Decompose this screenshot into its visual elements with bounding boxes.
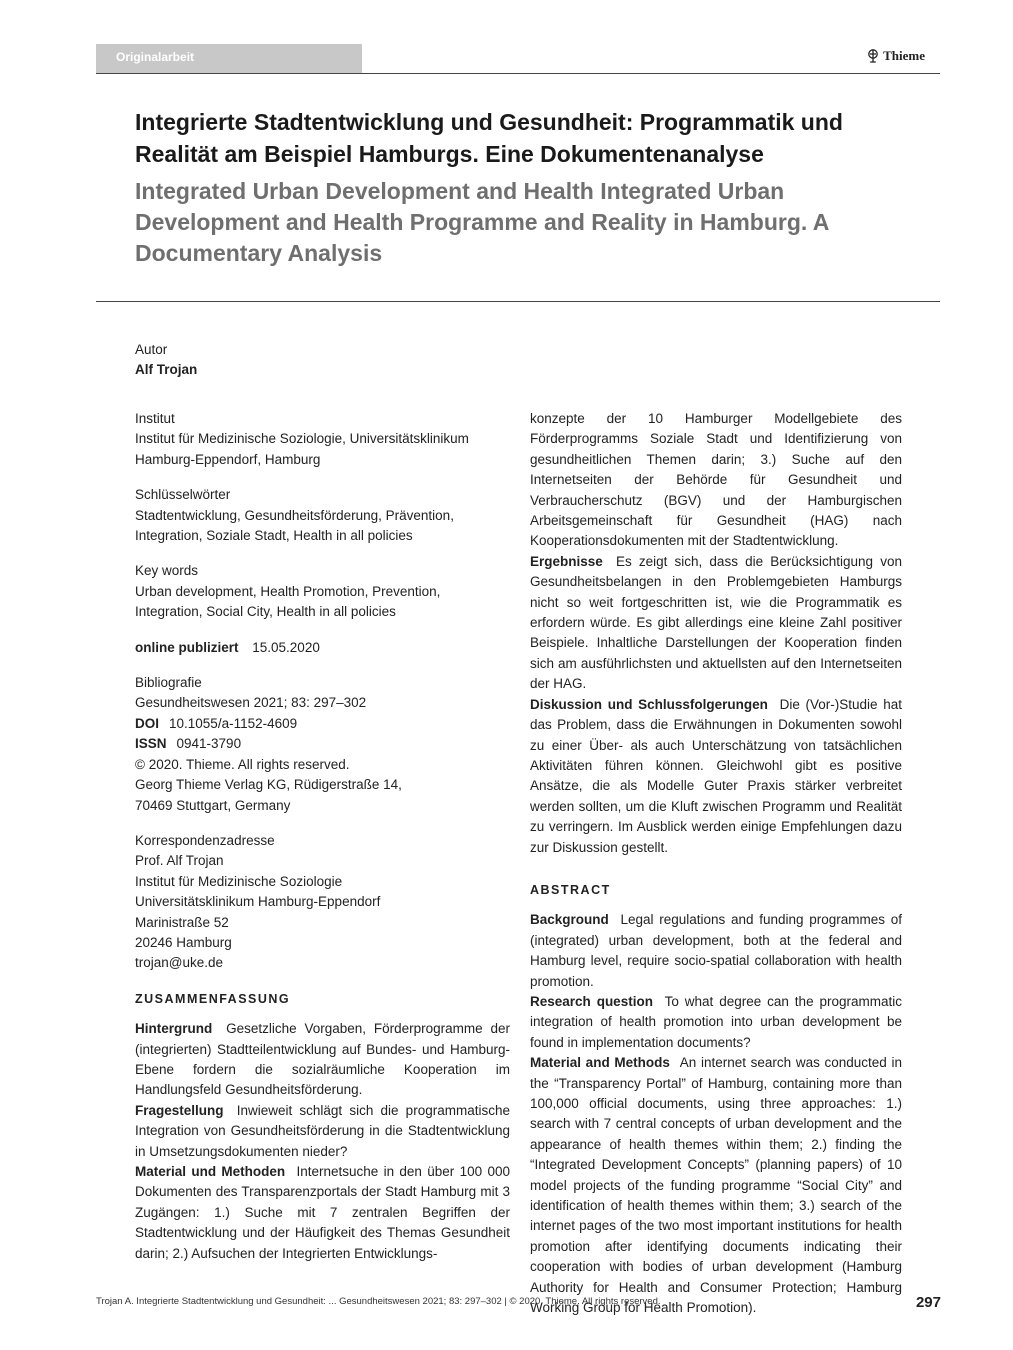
keywords-en-block — [135, 561, 510, 622]
question-label: Research question — [530, 993, 653, 1009]
thieme-emblem-icon — [867, 49, 879, 63]
fragestellung-label: Fragestellung — [135, 1102, 224, 1118]
zusammenfassung-heading: ZUSAMMENFASSUNG — [135, 991, 291, 1006]
correspondence-line: 20246 Hamburg — [135, 934, 232, 950]
correspondence-line: Prof. Alf Trojan — [135, 853, 224, 869]
bibliography-journal: Gesundheitswesen 2021; 83: 297–302 — [135, 695, 367, 711]
question-paragraph — [530, 992, 902, 1053]
diskussion-text: Die (Vor-)Studie hat das Problem, dass die Erwähnungen in Dokumenten sowohl zu einer Über- als auch Unterschätzung von tatsächlichen Aktivitäten führen können. Gleichwohl gibt es positive Ansätze, die als Modelle Guter Praxis stärker verbreitet werden sollten, um die Kluft zwischen Programm und Realität zu verringern. Im Ausblick werden einige Empfehlungen dazu zur Diskussion gestellt. — [530, 696, 902, 855]
question-text: To what degree can the programmatic integration of health promotion into urban development be found in implementation documents? — [530, 993, 903, 1050]
hintergrund-label: Hintergrund — [135, 1021, 213, 1037]
title-german: Integrierte Stadtentwicklung und Gesundheit: Programmatik und Realität am Beispiel Hamburgs. Eine Dokumentenanalyse — [135, 109, 843, 167]
diskussion-label: Diskussion und Schlussfolgerungen — [530, 696, 768, 712]
correspondence-line: Universitätsklinikum Hamburg-Eppendorf — [135, 894, 381, 910]
doi-label: DOI — [135, 715, 160, 731]
methods-text: An internet search was conducted in the “Transparency Portal” of Hamburg, containing more than 100,000 official documents, using three approaches: 1.) search with 7 central concepts of urban development and the appearance of health themes within them; 2.) finding the “Integrated Development Concepts” (planning papers) of 10 model projects of the funding programme “Social City” and identification of health themes within them; 3.) search of the internet pages of the two most important institutions for health promotion after identifying documents indicating their cooperation with bodies of urban development (Hamburg Authority for Health and Consumer Protection; Hamburg Working Group for Health Promotion). — [530, 1055, 902, 1316]
publisher-logo — [867, 48, 925, 64]
ergebnisse-text: Es zeigt sich, dass die Berücksichtigung von Gesundheitsbelangen in den Problemgebieten Hamburgs nicht so weit fortgeschritten ist, wie die Programmatik es erfordern würde. Es gibt allerdings eine kleine Zahl positiver Beispiele. Inhaltliche Darstellungen der Kooperation finden sich am ausführlichsten und aktuellsten auf den Internetseiten der HAG. — [530, 553, 902, 692]
hintergrund-paragraph — [135, 1019, 510, 1101]
category-banner — [96, 44, 362, 74]
background-text: Legal regulations and funding programmes of (integrated) urban development, both at the federal and Hamburg level, require socio-spatial collaboration with health promotion. — [530, 912, 902, 989]
issn-value: 0941-3790 — [176, 736, 242, 752]
ergebnisse-label: Ergebnisse — [530, 553, 603, 569]
correspondence-email[interactable]: trojan@uke.de — [135, 955, 224, 971]
institute-text: Institut für Medizinische Soziologie, Universitätsklinikum Hamburg-Eppendorf, Hamburg — [135, 431, 469, 467]
bibliography-label: Bibliografie — [135, 675, 202, 691]
material-text-left: Internetsuche in den über 100 000 Dokumenten des Transparenzportals der Stadt Hamburg mit 3 Zugängen: 1.) Suche mit 7 zentralen Begriffen der Stadtentwicklung und der Häufigkeit des Themas Gesundheit darin; 2.) Aufsuchen der Integrierten Entwicklungs- — [135, 1164, 510, 1261]
metadata-column — [135, 409, 510, 1264]
title-english: Integrated Urban Development and Health Integrated Urban Development and Health Programme and Reality in Hamburg. A Documentary Analysis — [135, 178, 829, 266]
doi-line — [135, 714, 510, 734]
fragestellung-paragraph — [135, 1101, 510, 1162]
keywords-de-label: Schlüsselwörter — [135, 487, 231, 503]
page-number: 297 — [915, 1294, 941, 1311]
issn-label: ISSN — [135, 736, 167, 752]
diskussion-paragraph — [530, 695, 902, 858]
footer-citation: Trojan A. Integrierte Stadtentwicklung und Gesundheit: ... Gesundheitswesen 2021; 83: 297–302 | © 2020. Thieme. All rights reserved. — [96, 1296, 661, 1307]
author-label: Autor — [135, 342, 168, 357]
abstract-column — [530, 409, 902, 1318]
institute-block — [135, 409, 510, 470]
correspondence-block — [135, 831, 510, 974]
keywords-de-block — [135, 485, 510, 546]
institute-label: Institut — [135, 411, 175, 426]
published-date: 15.05.2020 — [252, 639, 320, 655]
keywords-de-text: Stadtentwicklung, Gesundheitsförderung, Prävention, Integration, Soziale Stadt, Health in all policies — [135, 507, 454, 544]
published-block — [135, 638, 510, 658]
background-paragraph — [530, 910, 902, 992]
material-paragraph — [135, 1162, 510, 1264]
material-continuation: konzepte der 10 Hamburger Modellgebiete des Förderprogramms Soziale Stadt und Identifizierung von gesundheitlichen Themen darin; 3.) Suche auf den Internetseiten der Behörde für Gesundheit und Verbraucherschutz (BGV) und der Hamburgischen Arbeitsgemeinschaft für Gesundheit (HAG) nach Kooperationsdokumenten mit der Stadtentwicklung. — [530, 411, 902, 549]
correspondence-label: Korrespondenzadresse — [135, 832, 275, 848]
methods-label: Material and Methods — [530, 1055, 670, 1071]
issn-line — [135, 734, 510, 754]
author-block — [135, 340, 510, 381]
abstract-heading: ABSTRACT — [530, 882, 611, 897]
bibliography-copyright: © 2020. Thieme. All rights reserved. — [135, 756, 350, 772]
fragestellung-text: Inwieweit schlägt sich die programmatische Integration von Gesundheitsförderung in die Stadtentwicklung in Umsetzungsdokumenten nieder? — [135, 1102, 510, 1159]
publisher-address-line2: 70469 Stuttgart, Germany — [135, 797, 291, 813]
keywords-en-label: Key words — [135, 563, 199, 579]
bibliography-block — [135, 673, 510, 816]
publisher-address-line1: Georg Thieme Verlag KG, Rüdigerstraße 14, — [135, 777, 402, 793]
methods-paragraph — [530, 1053, 902, 1318]
doi-value[interactable]: 10.1055/a-1152-4609 — [169, 715, 298, 731]
hintergrund-text: Gesetzliche Vorgaben, Förderprogramme der (integrierten) Stadtteilentwicklung auf Bundes- und Hamburg-Ebene fordern die sozialräumliche Kooperation im Handlungsfeld Gesundheitsförderung. — [135, 1021, 510, 1098]
keywords-en-text: Urban development, Health Promotion, Prevention, Integration, Social City, Health in all policies — [135, 583, 441, 620]
material-label: Material und Methoden — [135, 1164, 286, 1179]
published-label: online publiziert — [135, 639, 239, 655]
background-label: Background — [530, 912, 609, 928]
publisher-name: Thieme — [883, 48, 925, 63]
category-label: Originalarbeit — [116, 50, 195, 64]
correspondence-line: Institut für Medizinische Soziologie — [135, 873, 343, 889]
title-divider — [96, 301, 940, 302]
ergebnisse-paragraph — [530, 552, 902, 695]
header-divider — [96, 73, 940, 74]
author-name: Alf Trojan — [135, 362, 198, 378]
correspondence-line: Marinistraße 52 — [135, 914, 229, 930]
